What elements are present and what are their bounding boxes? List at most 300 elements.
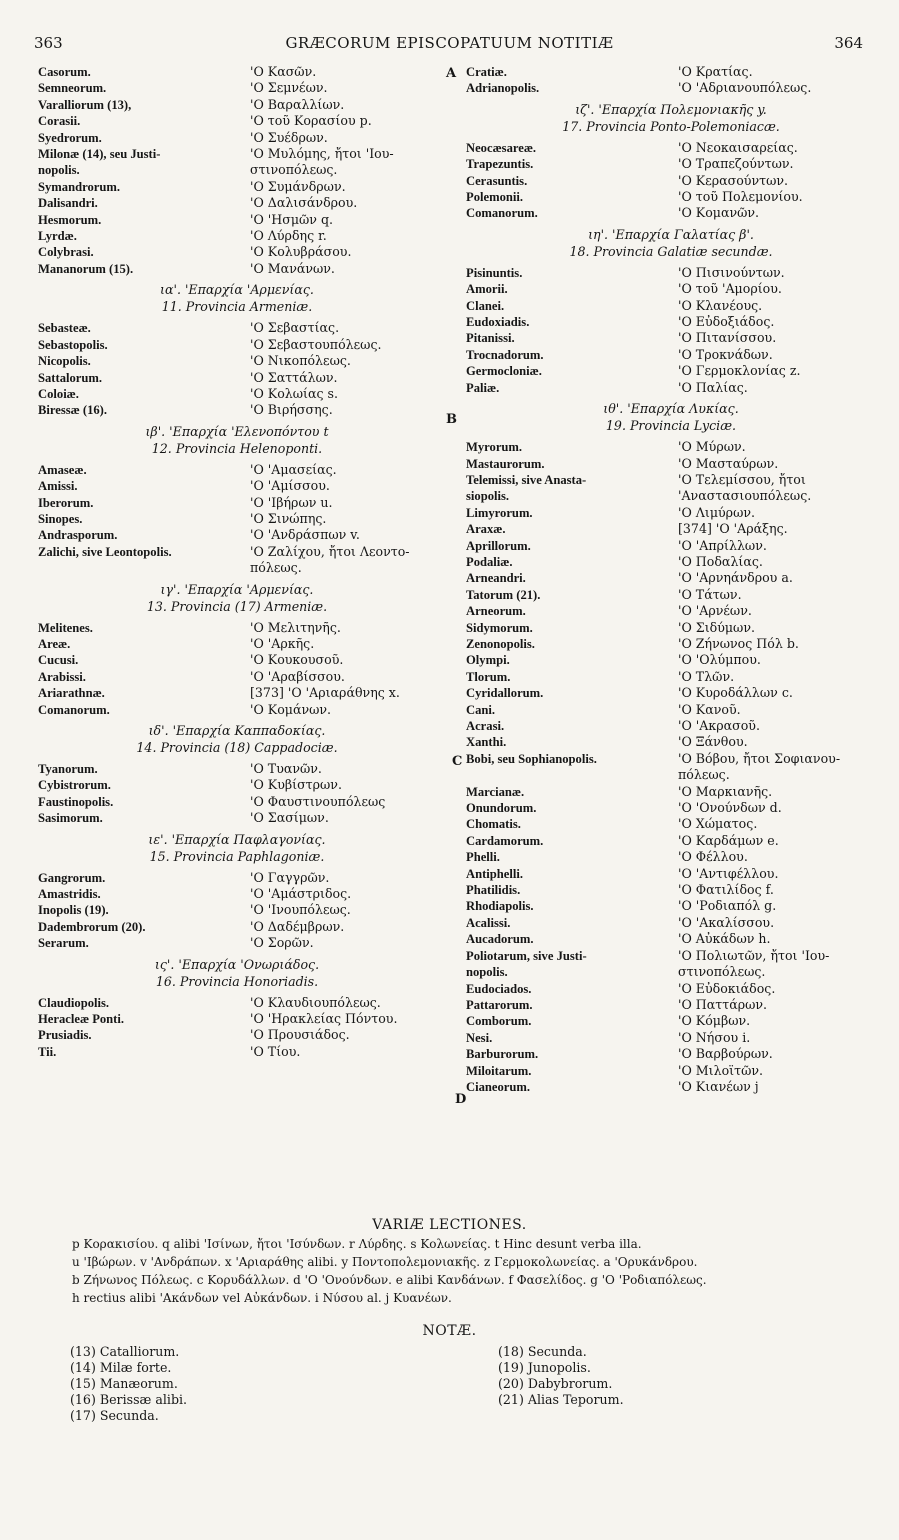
- margin-letter-b: B: [446, 412, 457, 427]
- latin-see-name: Amissi.: [38, 479, 78, 494]
- latin-see-name: Adrianopolis.: [466, 81, 540, 96]
- entry-row: [466, 439, 876, 455]
- entry-row: [38, 337, 436, 353]
- latin-see-name: Dalisandri.: [38, 196, 98, 211]
- entry-row: [466, 751, 876, 767]
- greek-see-name: 'Ο Σορῶν.: [250, 935, 314, 951]
- entry-row: [466, 189, 876, 205]
- section-12-list: [38, 462, 436, 577]
- greek-see-name: 'Ο Συέδρων.: [250, 129, 328, 145]
- entry-row: [38, 777, 436, 793]
- greek-see-name: 'Ο Κυβίστρων.: [250, 777, 342, 793]
- entry-row: [466, 898, 876, 914]
- latin-see-name: Zalichi, sive Leontopolis.: [38, 544, 172, 559]
- variae-lectiones: [0, 1216, 899, 1306]
- latin-see-name: Tii.: [38, 1044, 57, 1059]
- greek-see-name: 'Ο τοῦ Πολεμονίου.: [678, 189, 803, 205]
- greek-see-name: 'Ο Κομάνων.: [250, 701, 332, 717]
- latin-see-name: Areæ.: [38, 636, 71, 651]
- latin-see-name: Germocloniæ.: [466, 364, 542, 379]
- latin-see-name: Neocæsareæ.: [466, 140, 537, 155]
- latin-see-name: nopolis.: [466, 965, 508, 980]
- latin-see-name: Inopolis (19).: [38, 903, 109, 918]
- greek-see-name: 'Ο Μανάνων.: [250, 260, 335, 276]
- entry-row: [38, 761, 436, 777]
- entry-row: [38, 113, 436, 129]
- latin-see-name: Comanorum.: [466, 206, 538, 221]
- section-19-list: [466, 439, 876, 1095]
- greek-see-name: 'Ο Καρδάμων e.: [678, 832, 779, 848]
- section-13-list: [38, 620, 436, 718]
- entry-row: [38, 353, 436, 369]
- entry-row: [38, 228, 436, 244]
- entry-row: [466, 205, 876, 221]
- latin-see-name: Eudoxiadis.: [466, 315, 530, 330]
- note: (20) Dabybrorum.: [498, 1376, 613, 1391]
- entry-row: [38, 64, 436, 80]
- section-heading-latin: 18. Provincia Galatiæ secundæ.: [569, 243, 773, 259]
- greek-see-name: 'Ο Βαραλλίων.: [250, 96, 345, 112]
- latin-see-name: Xanthi.: [466, 735, 507, 750]
- latin-see-name: Sebasteæ.: [38, 321, 91, 336]
- greek-see-name: 'Ο 'Ροδιαπόλ g.: [678, 898, 777, 914]
- greek-see-name: 'Ο Πολιωτῶν, ἤτοι 'Ιου-: [678, 947, 830, 963]
- latin-see-name: Corasii.: [38, 114, 81, 129]
- entry-row: [38, 1027, 436, 1043]
- greek-see-name: 'Ο Ξάνθου.: [678, 734, 748, 750]
- greek-see-name: 'Ο Νεοκαισαρείας.: [678, 139, 798, 155]
- entry-row: [466, 882, 876, 898]
- greek-see-name: 'Ο 'Ακρασοῦ.: [678, 718, 760, 733]
- latin-see-name: Miloitarum.: [466, 1063, 532, 1078]
- greek-see-name: 'Ο 'Αμασείας.: [250, 461, 337, 477]
- section-heading-greek: ιε'. 'Επαρχία Παφλαγονίας.: [148, 831, 326, 847]
- latin-see-name: Biressæ (16).: [38, 403, 108, 418]
- latin-see-name: Cucusi.: [38, 653, 79, 668]
- greek-see-name: 'Ο 'Αδριανουπόλεως.: [678, 80, 812, 96]
- latin-see-name: Nicopolis.: [38, 354, 91, 369]
- section-heading-latin: 19. Provincia Lyciæ.: [605, 418, 737, 434]
- running-title: GRÆCORUM EPISCOPATUUM NOTITIÆ: [285, 34, 614, 52]
- latin-see-name: Tatorum (21).: [466, 587, 541, 602]
- latin-see-name: Acalissi.: [466, 915, 511, 930]
- latin-see-name: Cratiæ.: [466, 65, 507, 79]
- latin-see-name: Acrasi.: [466, 719, 505, 733]
- greek-see-name: 'Ο Κανοῦ.: [678, 701, 741, 717]
- greek-see-name: 'Αναστασιουπόλεως.: [678, 488, 812, 504]
- greek-see-name: 'Ο Παττάρων.: [678, 996, 768, 1012]
- entry-row: [38, 886, 436, 902]
- latin-see-name: Ariarathnæ.: [38, 686, 105, 701]
- greek-see-name: 'Ο Τάτων.: [678, 586, 742, 602]
- entry-row: [38, 669, 436, 685]
- latin-see-name: Varalliorum (13),: [38, 97, 132, 112]
- greek-see-name: 'Ο Φατιλίδος f.: [678, 882, 774, 898]
- entry-row: [466, 140, 876, 156]
- entry-row: [38, 794, 436, 810]
- entry-row: [38, 1011, 436, 1027]
- greek-see-name: 'Ο Δαδέμβρων.: [250, 918, 345, 934]
- section-heading-latin: 11. Provincia Armeniæ.: [161, 299, 313, 315]
- latin-see-name: Claudiopolis.: [38, 995, 110, 1010]
- greek-see-name: 'Ο 'Ησμῶν q.: [250, 211, 334, 227]
- latin-see-name: Sebastopolis.: [38, 337, 108, 352]
- latin-see-name: Poliotarum, sive Justi-: [466, 948, 587, 963]
- entry-row: [466, 603, 876, 619]
- page-number-left: 363: [34, 34, 63, 52]
- latin-see-name: Arabissi.: [38, 669, 86, 684]
- entry-row: [38, 527, 436, 543]
- section-17-list: [466, 140, 876, 222]
- entry-row: [466, 330, 876, 346]
- notae: [0, 1322, 899, 1423]
- entry-row: [466, 173, 876, 189]
- latin-see-name: Melitenes.: [38, 620, 93, 635]
- entry-row: [466, 587, 876, 603]
- entry-row: [38, 80, 436, 96]
- section-heading-greek: ιη'. 'Επαρχία Γαλατίας β'.: [588, 226, 754, 242]
- section-heading-greek: ιδ'. 'Επαρχία Καππαδοκίας.: [148, 723, 326, 738]
- section-heading-greek: ις'. 'Επαρχία 'Ονωριάδος.: [154, 956, 320, 972]
- greek-see-name: 'Ο 'Αμάστριδος.: [250, 886, 352, 902]
- entry-row: [466, 456, 876, 472]
- entry-row: [38, 995, 436, 1011]
- entry-row: [38, 560, 436, 576]
- note: (14) Milæ forte.: [70, 1360, 172, 1375]
- entry-row: [38, 402, 436, 418]
- greek-see-name: 'Ο 'Ινουπόλεως.: [250, 902, 351, 918]
- section-heading-latin: 12. Provincia Helenoponti.: [151, 440, 323, 456]
- latin-see-name: Tlorum.: [466, 669, 511, 684]
- note: (16) Berissæ alibi.: [70, 1392, 188, 1407]
- latin-see-name: Iberorum.: [38, 495, 94, 510]
- entry-row: [38, 620, 436, 636]
- latin-see-name: Semneorum.: [38, 81, 107, 96]
- entry-row: [466, 652, 876, 668]
- greek-see-name: 'Ο Πισινούντων.: [678, 264, 785, 280]
- latin-see-name: Cerasuntis.: [466, 173, 528, 188]
- latin-see-name: Mastaurorum.: [466, 456, 545, 471]
- entry-row: [38, 370, 436, 386]
- latin-see-name: Polemonii.: [466, 190, 524, 205]
- note: (15) Manæorum.: [70, 1376, 178, 1391]
- greek-see-name: πόλεως.: [678, 767, 730, 783]
- greek-see-name: 'Ο Τελεμίσσου, ἤτοι: [678, 471, 806, 487]
- latin-see-name: Paliæ.: [466, 380, 500, 395]
- latin-see-name: Casorum.: [38, 65, 91, 79]
- entry-row: [38, 462, 436, 478]
- entry-row: [38, 478, 436, 494]
- greek-see-name: 'Ο 'Αραβίσσου.: [250, 668, 345, 684]
- entry-row: [466, 488, 876, 504]
- greek-see-name: 'Ο Σεβαστουπόλεως.: [250, 336, 382, 352]
- greek-see-name: [373] 'Ο 'Αριαράθνης x.: [250, 685, 400, 701]
- latin-see-name: Hesmorum.: [38, 212, 102, 227]
- greek-see-name: 'Ο 'Αμίσσου.: [250, 478, 330, 494]
- entry-row: [466, 265, 876, 281]
- entry-row: [466, 1013, 876, 1029]
- greek-see-name: 'Ο 'Αρκῆς.: [250, 635, 315, 651]
- notae-title: NOTÆ.: [422, 1323, 477, 1339]
- entry-row: [38, 162, 436, 178]
- entry-row: [466, 1030, 876, 1046]
- latin-see-name: Milonæ (14), seu Justi-: [38, 147, 161, 162]
- greek-see-name: 'Ο Σινώπης.: [250, 510, 327, 526]
- greek-see-name: 'Ο Μελιτηνῆς.: [250, 619, 341, 635]
- margin-letter-a: A: [446, 66, 457, 81]
- entry-row: [38, 511, 436, 527]
- entry-row: [466, 1063, 876, 1079]
- greek-see-name: 'Ο Κόμβων.: [678, 1013, 751, 1029]
- entry-row: [466, 1079, 876, 1095]
- latin-see-name: Sidymorum.: [466, 620, 533, 635]
- margin-letter-d: D: [455, 1092, 467, 1107]
- greek-see-name: 'Ο 'Αρνέων.: [678, 603, 752, 619]
- latin-see-name: Lyrdæ.: [38, 229, 77, 244]
- greek-see-name: 'Ο Προυσιάδος.: [250, 1027, 350, 1043]
- greek-see-name: 'Ο 'Ηρακλείας Πόντου.: [250, 1011, 398, 1027]
- entry-row: [466, 997, 876, 1013]
- entry-row: [466, 669, 876, 685]
- entry-row: [466, 80, 876, 96]
- latin-see-name: Aucadorum.: [466, 932, 534, 947]
- latin-see-name: Myrorum.: [466, 440, 523, 455]
- latin-see-name: Gangrorum.: [38, 870, 106, 885]
- section-heading-greek: ιγ'. 'Επαρχία 'Αρμενίας.: [160, 581, 314, 597]
- greek-see-name: 'Ο Κυροδάλλων c.: [678, 685, 793, 701]
- latin-see-name: Comanorum.: [38, 702, 110, 717]
- greek-see-name: 'Ο Τροκνάδων.: [678, 346, 773, 362]
- greek-see-name: 'Ο Λύρδης r.: [250, 228, 327, 244]
- section-heading-latin: 15. Provincia Paphlagoniæ.: [149, 848, 325, 864]
- greek-see-name: 'Ο Πιτανίσσου.: [678, 330, 777, 346]
- latin-see-name: Cybistrorum.: [38, 778, 111, 793]
- latin-see-name: Faustinopolis.: [38, 794, 114, 809]
- entry-row: [466, 931, 876, 947]
- entry-row: [38, 261, 436, 277]
- greek-see-name: 'Ο Τίου.: [250, 1043, 301, 1059]
- entry-row: [466, 767, 876, 783]
- entry-row: [466, 718, 876, 734]
- section-heading-latin: 14. Provincia (18) Cappadociæ.: [136, 740, 338, 755]
- latin-see-name: Syedrorum.: [38, 130, 102, 145]
- greek-see-name: 'Ο τοῦ 'Αμορίου.: [678, 281, 782, 297]
- notes-left: [70, 1344, 187, 1424]
- greek-see-name: 'Ο Βόβου, ἤτοι Σοφιανου-: [678, 750, 841, 766]
- greek-see-name: 'Ο Κολωίας s.: [250, 385, 338, 401]
- entry-row: [38, 544, 436, 560]
- latin-see-name: Cianeorum.: [466, 1079, 531, 1094]
- section-heading-greek: ιβ'. 'Επαρχία 'Ελενοπόντου t: [145, 423, 329, 439]
- latin-see-name: Cani.: [466, 702, 496, 717]
- latin-see-name: Serarum.: [38, 936, 89, 951]
- section-14-list: [38, 761, 436, 827]
- entry-row: [466, 505, 876, 521]
- greek-see-name: 'Ο Κουκουσοῦ.: [250, 652, 344, 668]
- latin-see-name: Sattalorum.: [38, 370, 103, 385]
- greek-see-name: 'Ο Σιδύμων.: [678, 619, 755, 635]
- section-heading-greek: ιζ'. 'Επαρχία Πολεμονιακῆς y.: [575, 101, 767, 117]
- entry-row: [466, 620, 876, 636]
- greek-see-name: 'Ο Μαρκιανῆς.: [678, 783, 773, 799]
- entry-row: [38, 870, 436, 886]
- greek-see-name: στινοπόλεως.: [250, 162, 338, 178]
- greek-see-name: 'Ο 'Αρνηάνδρου a.: [678, 570, 793, 586]
- greek-see-name: 'Ο 'Απρίλλων.: [678, 537, 767, 553]
- entry-row: [38, 1044, 436, 1060]
- section-heading-greek: ια'. 'Επαρχία 'Αρμενίας.: [160, 282, 314, 298]
- entry-row: [38, 179, 436, 195]
- greek-see-name: 'Ο Σεμνέων.: [250, 80, 328, 96]
- entries-top-right: [466, 64, 876, 97]
- entry-row: [38, 702, 436, 718]
- latin-see-name: Onundorum.: [466, 801, 537, 816]
- latin-see-name: Arneandri.: [466, 571, 526, 586]
- entry-row: [38, 386, 436, 402]
- entry-row: [466, 554, 876, 570]
- latin-see-name: Mananorum (15).: [38, 261, 134, 276]
- latin-see-name: Sinopes.: [38, 511, 83, 526]
- entry-row: [38, 146, 436, 162]
- variant-line: b Ζήνωνος Πόλεως. c Κορυδάλλων. d 'Ο 'Ονούνδων. e alibi Κανδάνων. f Φασελίδος. g 'Ο 'Ροδιαπόλεως.: [72, 1273, 707, 1287]
- latin-see-name: Pattarorum.: [466, 997, 533, 1012]
- note: (18) Secunda.: [498, 1344, 587, 1359]
- latin-see-name: Cyridallorum.: [466, 686, 544, 701]
- entry-row: [38, 195, 436, 211]
- latin-see-name: [38, 560, 250, 576]
- greek-see-name: 'Ο Εὐδοκιάδος.: [678, 980, 776, 996]
- section-heading-greek: ιθ'. 'Επαρχία Λυκίας.: [603, 401, 739, 417]
- greek-see-name: 'Ο Κιανέων j: [678, 1078, 759, 1094]
- entry-row: [38, 902, 436, 918]
- greek-see-name: 'Ο Τυανῶν.: [250, 761, 322, 776]
- latin-see-name: Amorii.: [466, 282, 508, 297]
- latin-see-name: Cardamorum.: [466, 833, 544, 848]
- latin-see-name: Telemissi, sive Anasta-: [466, 472, 587, 487]
- entry-row: [38, 97, 436, 113]
- greek-see-name: 'Ο 'Ανδράσπων v.: [250, 527, 360, 543]
- greek-see-name: 'Ο Κομανῶν.: [678, 205, 760, 221]
- greek-see-name: 'Ο Νικοπόλεως.: [250, 353, 351, 369]
- entry-row: [466, 685, 876, 701]
- greek-see-name: 'Ο Γαγγρῶν.: [250, 869, 330, 885]
- latin-see-name: Dadembrorum (20).: [38, 919, 146, 934]
- entry-row: [466, 472, 876, 488]
- entry-row: [38, 244, 436, 260]
- entry-row: [466, 964, 876, 980]
- entry-row: [38, 130, 436, 146]
- latin-see-name: siopolis.: [466, 489, 510, 504]
- entry-row: [466, 538, 876, 554]
- entry-row: [466, 800, 876, 816]
- latin-see-name: Clanei.: [466, 298, 505, 313]
- greek-see-name: 'Ο Κλαυδιουπόλεως.: [250, 994, 381, 1010]
- latin-see-name: Marcianæ.: [466, 784, 525, 799]
- entry-row: [38, 652, 436, 668]
- section-16-list: [38, 995, 436, 1061]
- latin-see-name: Colybrasi.: [38, 245, 94, 260]
- greek-see-name: 'Ο Βιρήσσης.: [250, 402, 333, 418]
- greek-see-name: 'Ο Βαρβούρων.: [678, 1046, 773, 1062]
- greek-see-name: 'Ο 'Ολύμπου.: [678, 652, 761, 668]
- entry-row: [466, 734, 876, 750]
- entry-row: [38, 212, 436, 228]
- greek-see-name: 'Ο Ποδαλίας.: [678, 553, 763, 569]
- greek-see-name: 'Ο Σασίμων.: [250, 810, 329, 826]
- latin-see-name: Barburorum.: [466, 1047, 539, 1062]
- latin-see-name: Trocnadorum.: [466, 347, 544, 362]
- greek-see-name: 'Ο Φέλλου.: [678, 849, 748, 865]
- latin-see-name: Phatilidis.: [466, 883, 521, 898]
- entry-row: [466, 347, 876, 363]
- greek-see-name: 'Ο Φαυστινουπόλεως: [250, 793, 386, 809]
- note: (13) Catalliorum.: [70, 1344, 180, 1359]
- entry-row: [466, 866, 876, 882]
- greek-see-name: 'Ο τοῦ Κορασίου p.: [250, 113, 372, 129]
- greek-see-name: 'Ο Συμάνδρων.: [250, 178, 346, 194]
- greek-see-name: 'Ο Κρατίας.: [678, 64, 753, 79]
- latin-see-name: Sasimorum.: [38, 811, 103, 826]
- latin-see-name: Rhodiapolis.: [466, 899, 534, 914]
- latin-see-name: [466, 767, 678, 783]
- greek-see-name: [374] 'Ο 'Αράξης.: [678, 521, 788, 537]
- latin-see-name: Comborum.: [466, 1014, 532, 1029]
- section-15-list: [38, 870, 436, 952]
- note: (21) Alias Teporum.: [498, 1392, 624, 1407]
- greek-see-name: 'Ο Μασταύρων.: [678, 455, 779, 471]
- latin-see-name: Trapezuntis.: [466, 157, 534, 172]
- greek-see-name: 'Ο Αὐκάδων h.: [678, 931, 771, 947]
- latin-see-name: Aprillorum.: [466, 538, 531, 553]
- entry-row: [38, 810, 436, 826]
- greek-see-name: 'Ο Κασῶν.: [250, 64, 317, 79]
- entry-row: [466, 281, 876, 297]
- greek-see-name: 'Ο Δαλισάνδρου.: [250, 195, 358, 211]
- entry-row: [38, 495, 436, 511]
- latin-see-name: Amaseæ.: [38, 462, 87, 477]
- latin-see-name: Tyanorum.: [38, 762, 98, 776]
- entry-row: [466, 948, 876, 964]
- latin-see-name: Limyrorum.: [466, 505, 533, 520]
- latin-see-name: Phelli.: [466, 850, 500, 865]
- entry-row: [466, 833, 876, 849]
- greek-see-name: 'Ο Λιμύρων.: [678, 504, 755, 520]
- entry-row: [466, 521, 876, 537]
- note: (17) Secunda.: [70, 1408, 159, 1423]
- entry-row: [466, 314, 876, 330]
- latin-see-name: Podaliæ.: [466, 554, 513, 569]
- entry-row: [38, 919, 436, 935]
- notes-right: [498, 1344, 624, 1408]
- greek-see-name: 'Ο Κερασούντων.: [678, 172, 789, 188]
- latin-see-name: Amastridis.: [38, 887, 101, 902]
- latin-see-name: Heracleæ Ponti.: [38, 1012, 125, 1027]
- greek-see-name: 'Ο Χώματος.: [678, 816, 758, 832]
- entry-row: [466, 156, 876, 172]
- latin-see-name: Prusiadis.: [38, 1028, 92, 1043]
- greek-see-name: 'Ο Μιλοϊτῶν.: [678, 1062, 764, 1078]
- greek-see-name: 'Ο Ζαλίχου, ἤτοι Λεοντο-: [250, 543, 410, 559]
- section-18-list: [466, 265, 876, 396]
- section-heading-latin: 16. Provincia Honoriadis.: [155, 973, 319, 989]
- latin-see-name: Pisinuntis.: [466, 265, 523, 280]
- section-heading-latin: 13. Provincia (17) Armeniæ.: [146, 598, 328, 614]
- latin-see-name: Araxæ.: [466, 522, 506, 537]
- variae-title: VARIÆ LECTIONES.: [372, 1217, 527, 1233]
- entry-row: [466, 784, 876, 800]
- variant-line: u 'Ιβώρων. v 'Ανδράπων. x 'Αριαράθης alibi. y Ποντοπολεμονιακῆς. z Γερμοκολωνείας. a 'Ορυκάνδρου.: [72, 1255, 698, 1269]
- entry-row: [466, 1046, 876, 1062]
